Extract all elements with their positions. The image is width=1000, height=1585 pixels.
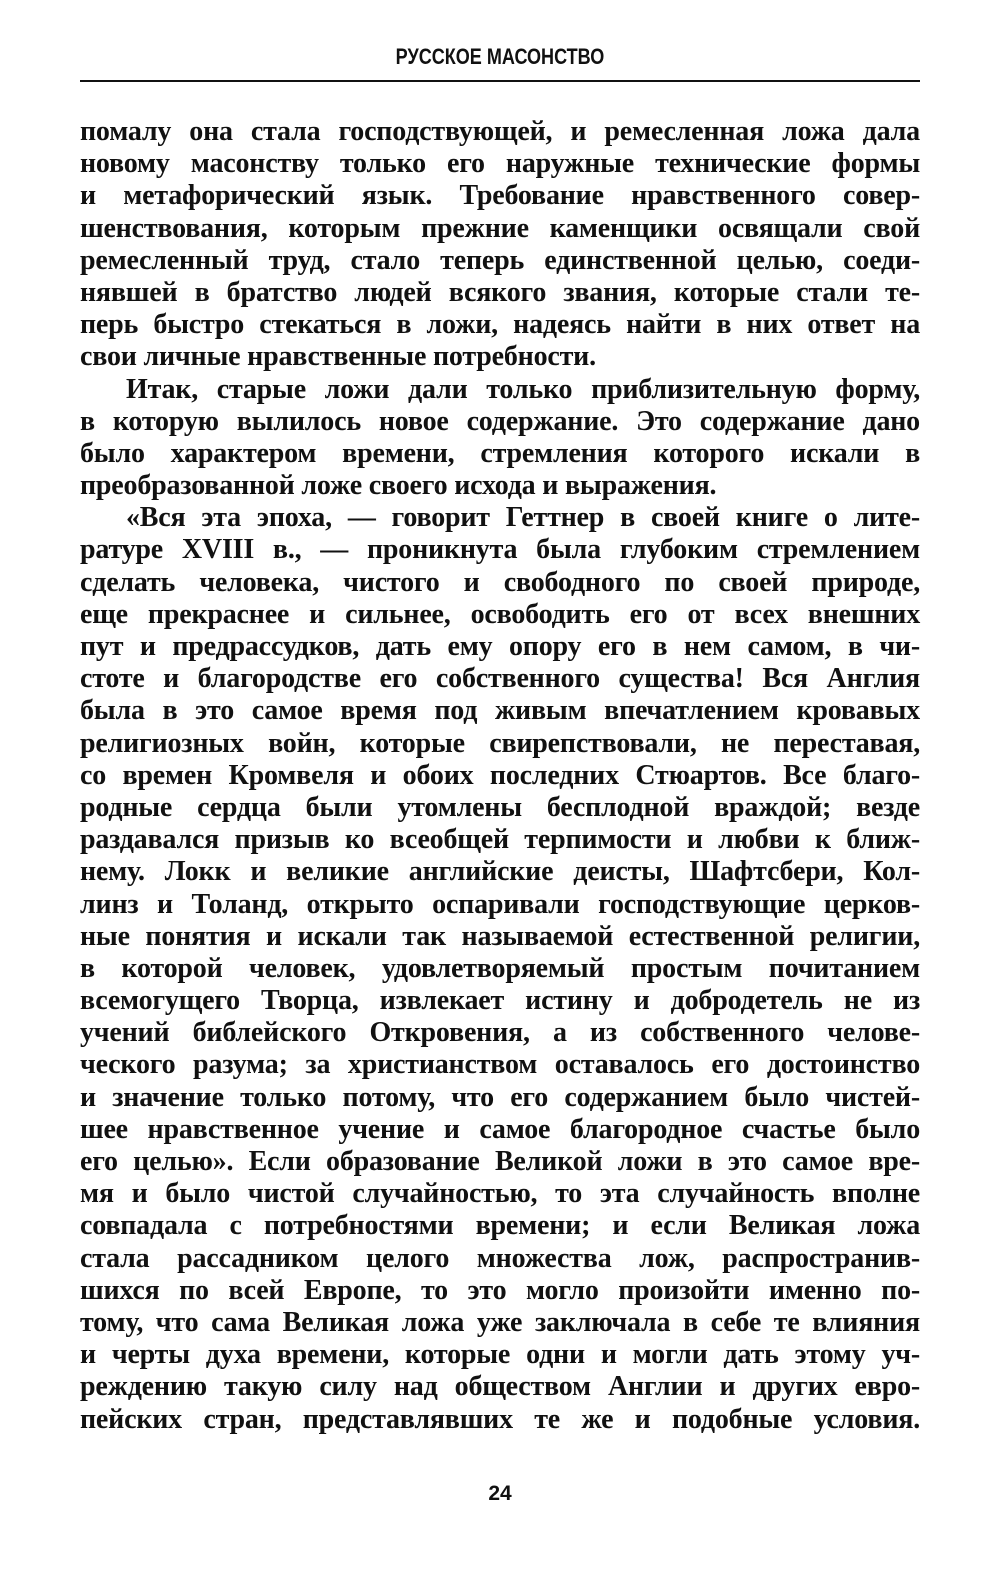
text-line: сделать человека, чистого и свободного по своей природе, — [80, 566, 920, 598]
text-line: ные понятия и искали так называемой естественной религии, — [80, 920, 920, 952]
text-line: ратуре XVIII в., — проникнута была глубоким стремлением — [80, 534, 920, 566]
text-line: было характером времени, стремления которого искали в — [80, 437, 920, 469]
text-line: ческого разума; за христианством оставалось его достоинство — [80, 1049, 920, 1081]
text-line: раздавался призыв ко всеобщей терпимости и любви к ближ- — [80, 824, 920, 856]
text-line: совпадала с потребностями времени; и если Великая ложа — [80, 1210, 920, 1242]
text-line: религиозных войн, которые свирепствовали, не переставая, — [80, 727, 920, 759]
text-line: и черты духа времени, которые одни и могли дать этому уч- — [80, 1339, 920, 1371]
text-line: пут и предрассудков, дать ему опору его в нем самом, в чи- — [80, 631, 920, 662]
text-line: еще прекраснее и сильнее, освободить его от всех внешних — [80, 598, 920, 630]
text-line: пейских стран, представлявших те же и подобные условия. — [80, 1403, 920, 1435]
header-rule — [80, 80, 920, 82]
text-line: свои личные нравственные потребности. — [80, 341, 596, 373]
text-line: преобразованной ложе своего исхода и выражения. — [80, 470, 717, 502]
text-line: в которую вылилось новое содержание. Это содержание дано — [80, 405, 920, 437]
text-line: линз и Толанд, открыто оспаривали господствующие церков- — [80, 888, 920, 920]
text-line: помалу она стала господствующей, и ремесленная ложа дала — [80, 116, 920, 147]
text-line: тому, что сама Великая ложа уже заключала в себе те влияния — [80, 1306, 920, 1338]
text-line: ремесленный труд, стало теперь единственной целью, соеди- — [80, 244, 920, 276]
text-line: учений библейского Откровения, а из собственного челове- — [80, 1017, 920, 1049]
running-head: РУССКОЕ МАСОНСТВО — [395, 44, 605, 69]
text-line: нему. Локк и великие английские деисты, Шафтсбери, Кол- — [80, 856, 920, 888]
text-line: всемогущего Творца, извлекает истину и добродетель не из — [80, 985, 920, 1017]
text-line: стала рассадником целого множества лож, распространив- — [80, 1242, 920, 1274]
text-line: родные сердца были утомлены бесплодной враждой; везде — [80, 791, 920, 823]
body-text — [80, 116, 920, 1436]
page-number: 24 — [488, 1482, 512, 1505]
text-line: шихся по всей Европе, то это могло произойти именно по- — [80, 1274, 920, 1306]
text-line: в которой человек, удовлетворяемый простым почитанием — [80, 952, 920, 984]
text-line: и значение только потому, что его содержанием было чистей- — [80, 1081, 920, 1113]
text-line: его целью». Если образование Великой ложи в это самое вре- — [80, 1146, 920, 1177]
text-line: была в это самое время под живым впечатлением кровавых — [80, 695, 920, 727]
text-line: нявшей в братство людей всякого звания, которые стали те- — [80, 276, 920, 308]
text-line: Итак, старые ложи дали только приблизительную форму, — [126, 373, 920, 405]
text-line: реждению такую силу над обществом Англии и других евро- — [80, 1371, 920, 1403]
text-line: перь быстро стекаться в ложи, надеясь найти в них ответ на — [80, 309, 920, 341]
text-line: «Вся эта эпоха, — говорит Геттнер в своей книге о лите- — [126, 502, 920, 534]
text-line: и метафорический язык. Требование нравственного совер- — [80, 180, 920, 212]
text-line: новому масонству только его наружные технические формы — [80, 148, 920, 180]
text-line: шее нравственное учение и самое благородное счастье было — [80, 1113, 920, 1145]
text-line: шенствования, которым прежние каменщики освящали свой — [80, 212, 920, 244]
text-line: мя и было чистой случайностью, то эта случайность вполне — [80, 1178, 920, 1210]
text-line: со времен Кромвеля и обоих последних Стюартов. Все благо- — [80, 759, 920, 791]
text-line: стоте и благородстве его собственного существа! Вся Англия — [80, 663, 920, 695]
